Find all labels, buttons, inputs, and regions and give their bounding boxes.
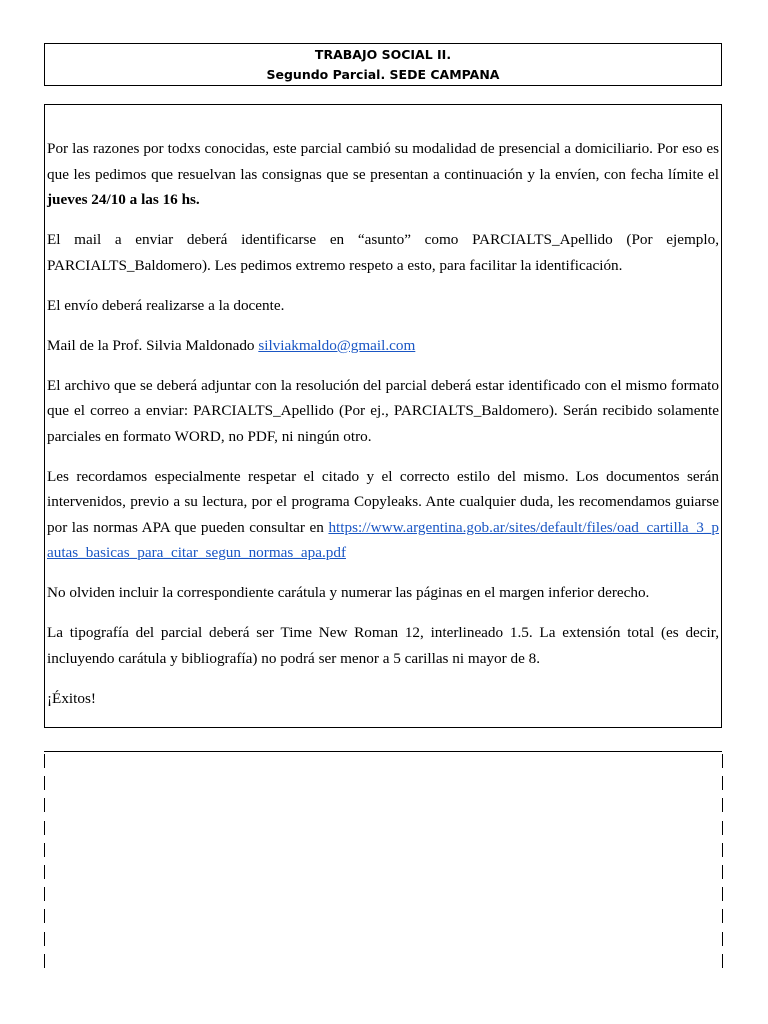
paragraph-deadline: Por las razones por todxs conocidas, este parcial cambió su modalidad de presencial a domiciliario. Por eso es que les pedimos que resuelvan las consignas que se presentan a continuación y la envíen, con fecha límite el jueves 24/10 a las 16 hs. [47,140,719,208]
apa-guide-link[interactable]: https://www.argentina.gob.ar/sites/default/files/oad_cartilla_3_pautas_basicas_para_citar_segun_normas_apa.pdf [47,518,719,561]
instructions-box [44,104,722,728]
table-border-segment [44,798,45,812]
document-header-box [44,43,722,86]
table-border-segment [722,821,723,835]
teacher-email-link[interactable]: silviakmaldo@gmail.com [258,336,416,354]
table-border-segment [44,843,45,857]
table-border-segment [44,887,45,901]
table-border-segment [722,932,723,946]
deadline-date: jueves 24/10 a las 16 hs. [47,191,200,208]
table-border-segment [722,865,723,879]
header-subtitle: Segundo Parcial. SEDE CAMPANA [266,67,500,82]
paragraph-closing: ¡Éxitos! [47,689,96,707]
table-border-segment [44,754,45,768]
table-border-segment [722,954,723,968]
table-border-segment [44,821,45,835]
paragraph-typography: La tipografía del parcial deberá ser Time New Roman 12, interlineado 1.5. La extensión total (es decir, incluyendo carátula y bibliografía) no podrá ser menor a 5 carillas ni mayor de 8. [47,624,719,667]
table-border-segment [722,776,723,790]
table-border-segment [44,954,45,968]
table-border-segment [722,843,723,857]
paragraph-teacher-mail: Mail de la Prof. Silvia Maldonado silviakmaldo@gmail.com [47,336,416,354]
paragraph-cover-page: No olviden incluir la correspondiente carátula y numerar las páginas en el margen inferior derecho. [47,584,650,601]
paragraph-email-subject: El mail a enviar deberá identificarse en “asunto” como PARCIALTS_Apellido (Por ejemplo, PARCIALTS_Baldomero). Les pedimos extremo respeto a esto, para facilitar la identificación. [47,231,719,274]
paragraph-citation: Les recordamos especialmente respetar el citado y el correcto estilo del mismo. Los documentos serán intervenidos, previo a su lectura, por el programa Copyleaks. Ante cualquier duda, les recomendamos guiarse por las normas APA que pueden consultar en https://www.argentina.gob.ar/sites/default/files/oad_cartilla_3_pautas_basicas_para_citar_segun_normas_apa.pdf [47,467,719,561]
header-title: TRABAJO SOCIAL II. [314,47,452,62]
table-border-segment [44,932,45,946]
table-border-segment [722,754,723,768]
table-border-segment [722,909,723,923]
table-border-segment [44,909,45,923]
table-border-segment [722,887,723,901]
table-border-segment [44,865,45,879]
table-border-segment [722,798,723,812]
paragraph-file-format: El archivo que se deberá adjuntar con la resolución del parcial deberá estar identificado con el mismo formato que el correo a enviar: PARCIALTS_Apellido (Por ej., PARCIALTS_Baldomero). Serán recibido solamente parciales en formato WORD, no PDF, ni ningún otro. [47,376,719,445]
answer-box [44,751,722,971]
table-border-segment [44,776,45,790]
paragraph-send-to: El envío deberá realizarse a la docente. [47,296,285,314]
